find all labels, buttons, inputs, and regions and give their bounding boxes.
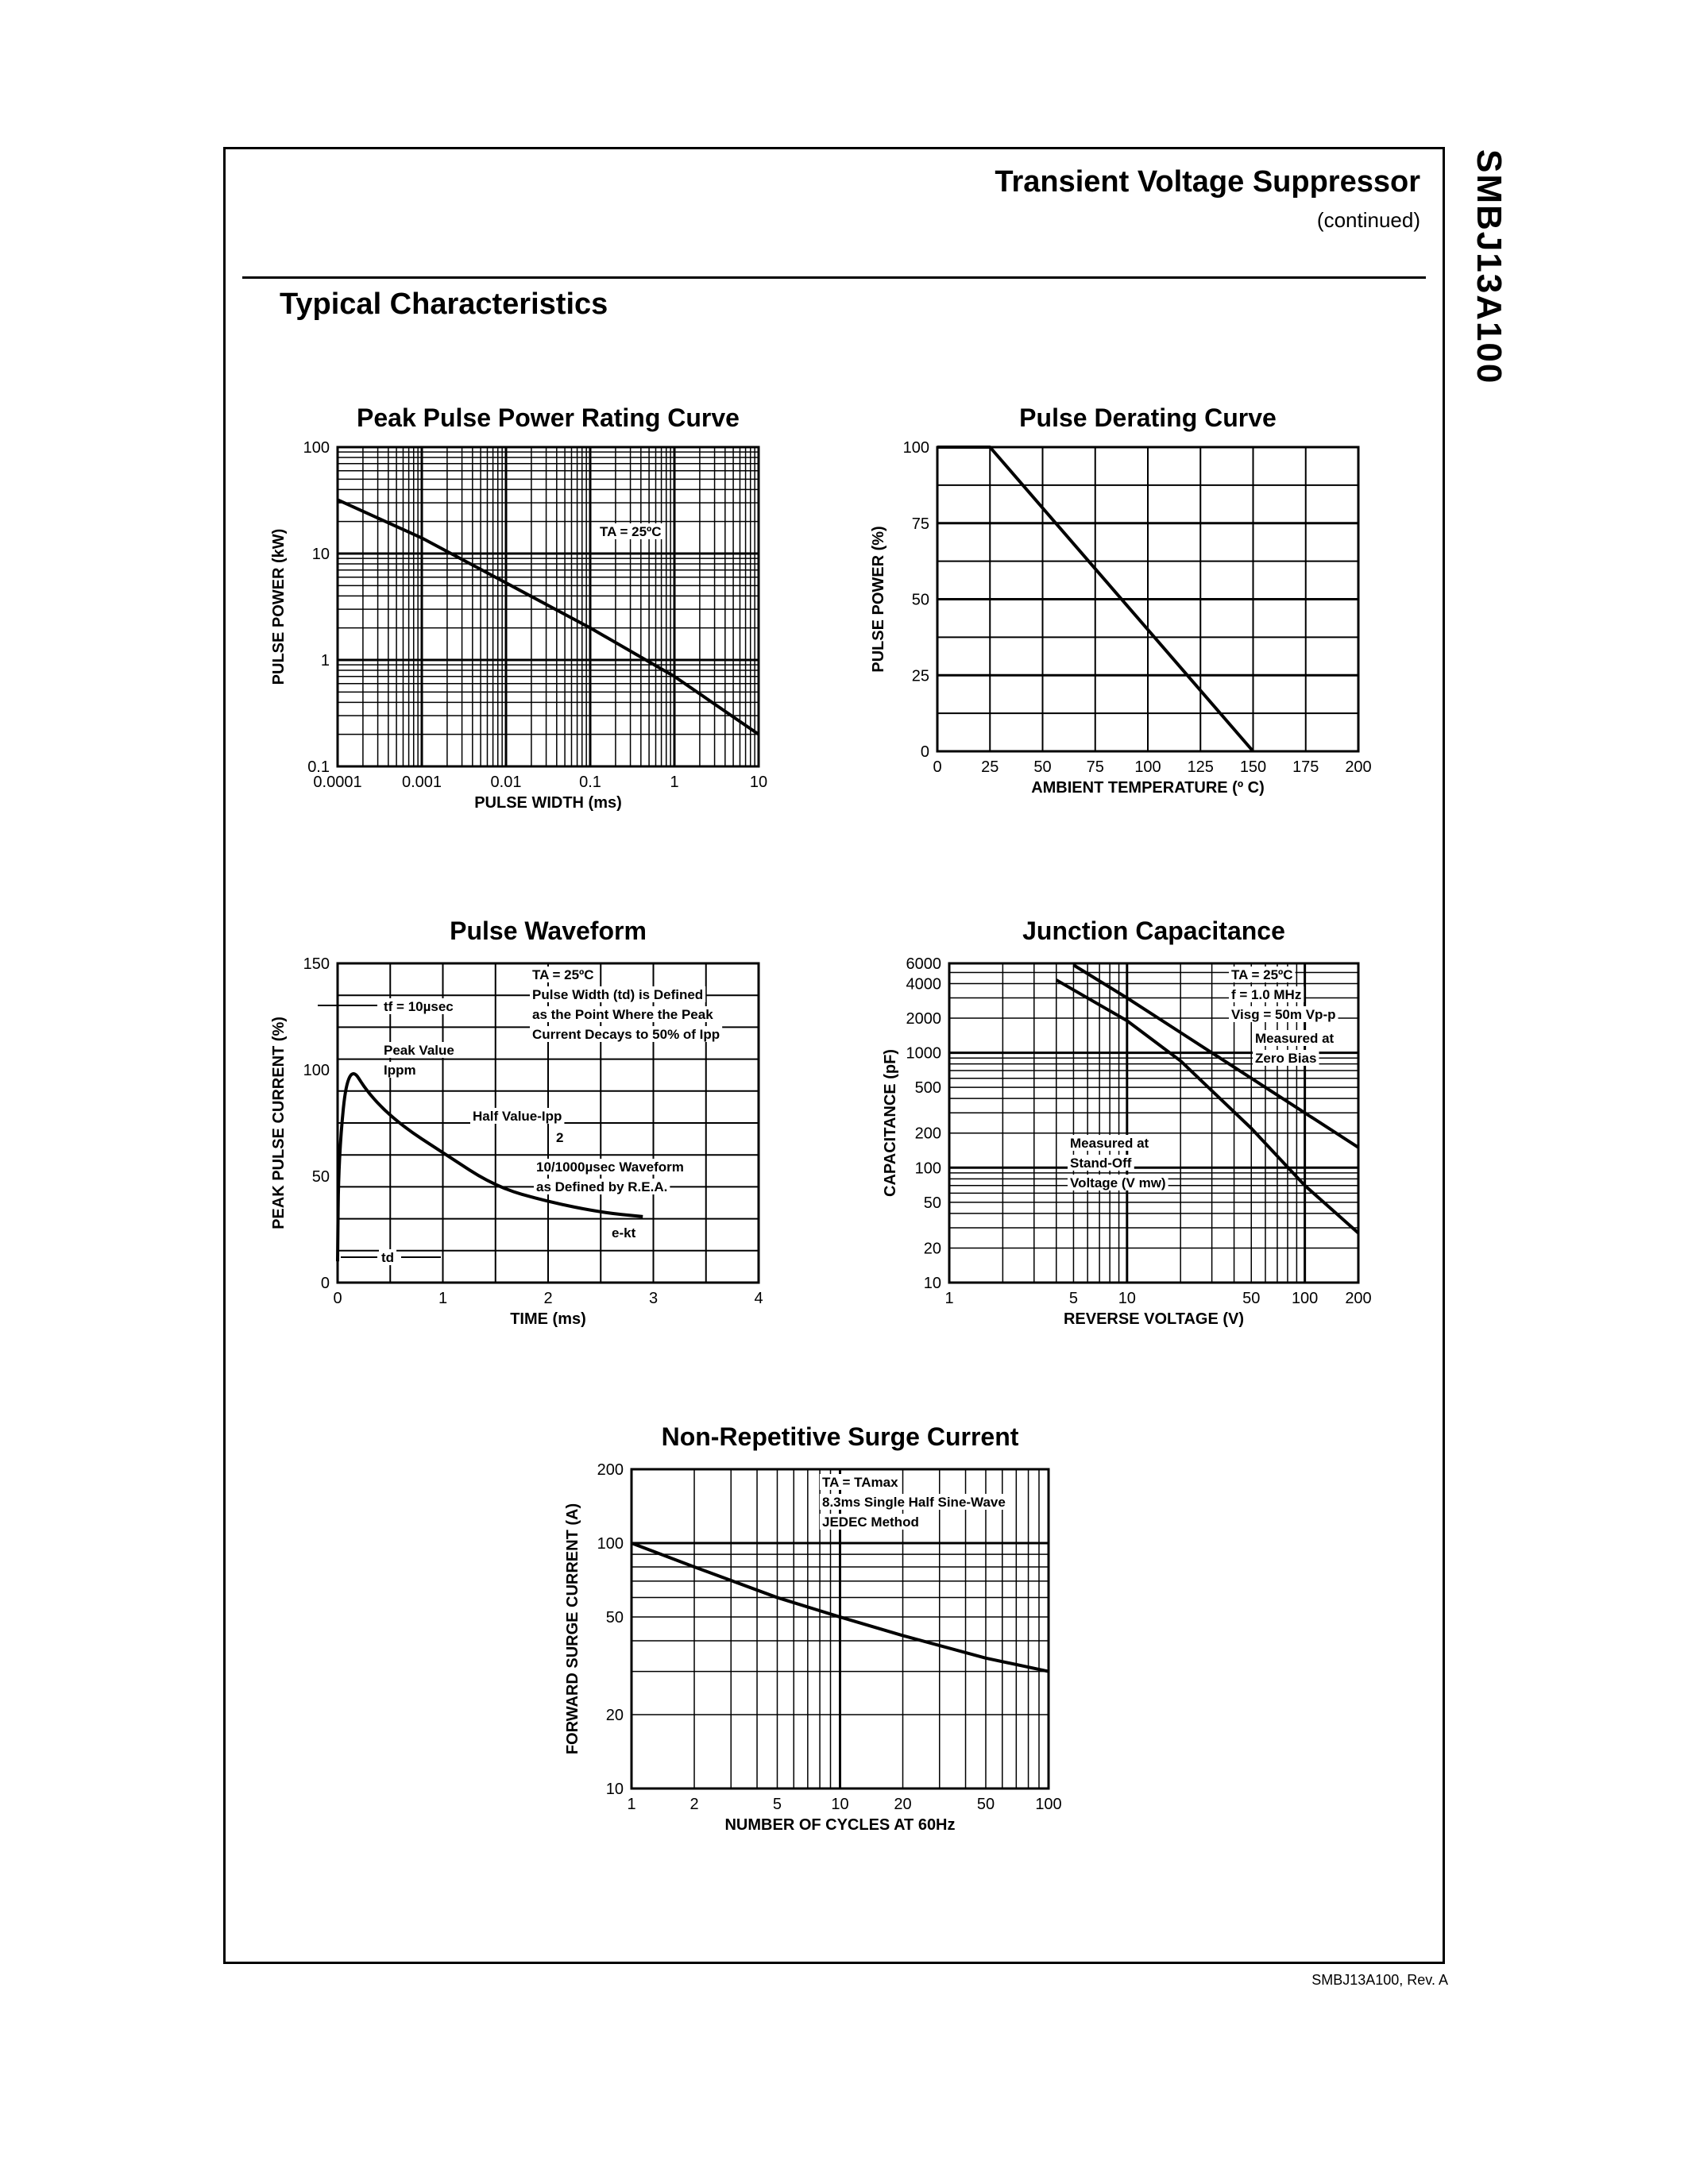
x-tick-label: 5 [772,1796,782,1813]
annotation-text: TA = TAmax [822,1475,898,1490]
annotation-text: Visg = 50m Vp-p [1231,1007,1336,1022]
y-tick-label: 25 [911,667,929,685]
x-tick-label: 50 [976,1796,995,1813]
chart-title: Junction Capacitance [1022,916,1285,945]
annotation-text: TA = 25ºC [600,524,662,539]
y-axis-label: CAPACITANCE (pF) [882,1049,899,1197]
annotation-text: Zero Bias [1255,1051,1317,1066]
x-tick-label: 100 [1134,758,1161,776]
x-tick-label: 150 [1239,758,1267,776]
annotation-text: Peak Value [384,1043,454,1058]
x-tick-label: 0 [933,758,942,776]
chart-junction-capacitance [882,916,1372,1328]
x-axis-label: PULSE WIDTH (ms) [474,794,622,812]
annotation-text: Current Decays to 50% of Ipp [532,1027,720,1042]
y-tick-label: 500 [914,1079,941,1098]
chart-pulse-waveform [270,916,763,1328]
x-tick-label: 20 [894,1796,912,1813]
x-axis-label: NUMBER OF CYCLES AT 60Hz [724,1816,956,1834]
x-tick-label: 175 [1292,758,1319,776]
x-tick-label: 25 [981,758,999,776]
y-tick-label: 100 [303,439,330,457]
annotation-text: Measured at [1255,1031,1335,1046]
x-tick-label: 100 [1035,1796,1062,1813]
y-tick-label: 0 [920,743,929,761]
continued-note: (continued) [1316,208,1420,232]
footer-revision: SMBJ13A100, Rev. A [1311,1972,1448,1988]
annotation-text: JEDEC Method [822,1515,919,1530]
annotation-text: TA = 25ºC [532,967,594,982]
x-axis-label: TIME (ms) [510,1310,586,1328]
annotation-text: as the Point Where the Peak [532,1007,713,1022]
annotation-text: TA = 25ºC [1231,967,1293,982]
y-tick-label: 50 [311,1168,330,1186]
x-tick-label: 200 [1345,758,1372,776]
y-tick-label: 0.1 [307,758,330,776]
y-tick-label: 10 [311,546,330,563]
x-tick-label: 50 [1033,758,1052,776]
annotation-text: Measured at [1070,1136,1149,1151]
y-axis-label: PULSE POWER (kW) [270,528,288,685]
y-tick-label: 100 [303,1062,330,1079]
y-tick-label: 1000 [906,1044,941,1063]
y-tick-label: 1 [320,652,330,669]
x-tick-label: 0.1 [579,774,601,791]
annotation-text: as Defined by R.E.A. [536,1179,668,1194]
chart-title: Pulse Derating Curve [1019,403,1277,432]
y-tick-label: 100 [914,1160,941,1178]
x-tick-label: 4 [754,1290,763,1307]
annotation-text: Ippm [384,1063,416,1078]
x-tick-label: 2 [543,1290,553,1307]
x-tick-label: 200 [1345,1290,1372,1307]
x-tick-label: 1 [944,1290,954,1307]
y-tick-label: 10 [605,1781,624,1798]
x-tick-label: 5 [1068,1290,1079,1307]
annotation-text: 10/1000µsec Waveform [536,1160,684,1175]
x-tick-label: 100 [1291,1290,1319,1307]
y-tick-label: 4000 [906,975,941,994]
chart-pulse-derating [870,403,1372,797]
x-tick-label: 75 [1086,758,1104,776]
y-tick-label: 75 [911,515,929,533]
chart-peak-pulse-power [270,403,767,812]
x-tick-label: 1 [670,774,679,791]
annotation-text: 2 [556,1130,564,1145]
y-tick-label: 50 [605,1609,624,1627]
section-title: Typical Characteristics [280,287,608,321]
x-tick-label: 10 [831,1796,849,1813]
x-tick-label: 0.001 [401,774,442,791]
x-tick-label: 50 [1242,1290,1261,1307]
document-title: Transient Voltage Suppressor [995,165,1420,199]
x-tick-label: 0 [333,1290,342,1307]
chart-title: Non-Repetitive Surge Current [661,1422,1019,1451]
x-tick-label: 0.0001 [313,774,362,791]
y-tick-label: 20 [923,1240,941,1258]
y-tick-label: 100 [597,1535,624,1553]
annotation-text: tf = 10µsec [384,999,454,1014]
chart-grid [937,447,1358,751]
x-tick-label: 10 [1118,1290,1136,1307]
x-tick-label: 1 [627,1796,636,1813]
annotation-text: td [381,1250,395,1265]
y-tick-label: 100 [902,439,929,457]
annotation-text: Stand-Off [1070,1156,1132,1171]
y-tick-label: 2000 [906,1010,941,1028]
x-tick-label: 10 [749,774,768,791]
x-tick-label: 0.01 [490,774,522,791]
y-tick-label: 10 [923,1275,941,1292]
y-tick-label: 20 [605,1706,624,1724]
x-tick-label: 2 [689,1796,699,1813]
y-tick-label: 200 [597,1461,624,1479]
x-tick-label: 1 [438,1290,448,1307]
chart-surge-current [564,1422,1062,1834]
chart-title: Pulse Waveform [450,916,647,945]
annotation-text: Half Value-Ipp [473,1109,562,1124]
x-tick-label: 125 [1187,758,1214,776]
x-tick-label: 3 [648,1290,659,1307]
annotation-text: Pulse Width (td) is Defined [532,987,704,1002]
y-tick-label: 0 [320,1275,330,1292]
y-tick-label: 200 [914,1125,941,1143]
x-axis-label: REVERSE VOLTAGE (V) [1063,1310,1245,1328]
y-axis-label: PULSE POWER (%) [870,526,887,673]
annotation-text: f = 1.0 MHz [1231,987,1302,1002]
side-part-number: SMBJ13A100 [1470,149,1508,385]
chart-title: Peak Pulse Power Rating Curve [357,403,740,432]
y-tick-label: 50 [911,591,929,609]
series-line [338,500,759,734]
y-axis-label: FORWARD SURGE CURRENT (A) [564,1503,581,1755]
annotation-text: e-kt [612,1225,636,1241]
y-tick-label: 6000 [906,955,941,973]
y-tick-label: 50 [923,1194,941,1212]
y-axis-label: PEAK PULSE CURRENT (%) [270,1017,288,1229]
annotation-text: Voltage (V mw) [1070,1175,1166,1190]
y-tick-label: 150 [303,955,330,973]
x-axis-label: AMBIENT TEMPERATURE (º C) [1031,779,1265,797]
annotation-text: 8.3ms Single Half Sine-Wave [822,1495,1006,1510]
